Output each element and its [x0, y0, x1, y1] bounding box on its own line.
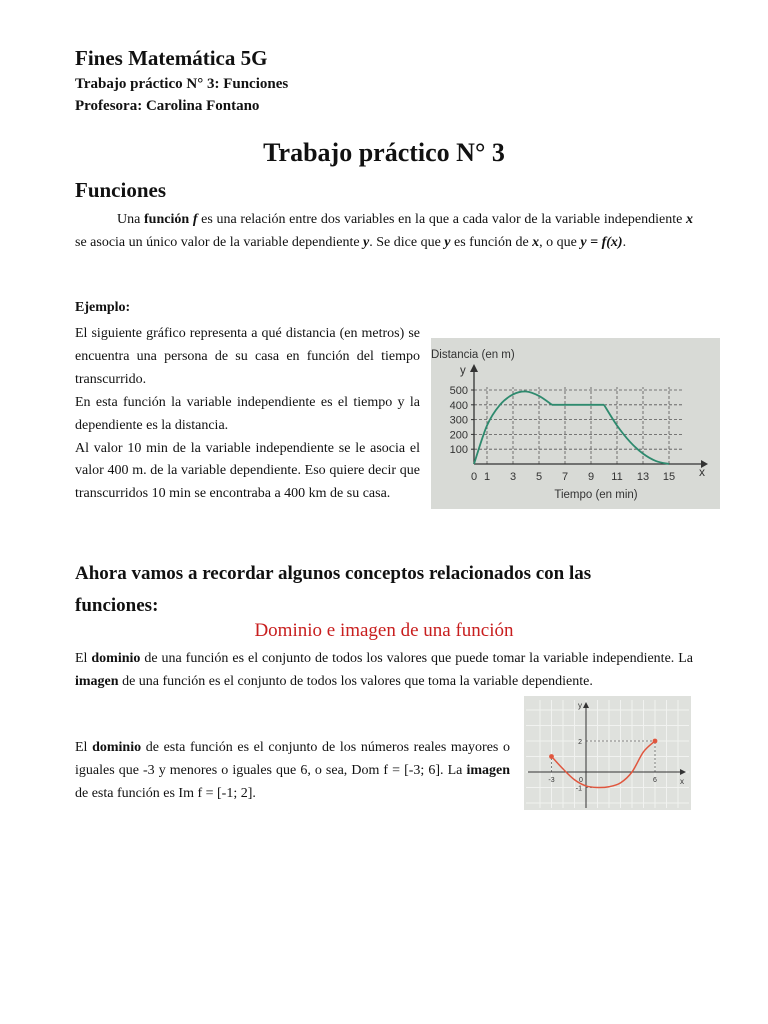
x-tick-label: 15 [662, 471, 676, 483]
example-paragraph-2: En esta función la variable independiente es el tiempo y la dependiente es la distancia. [75, 394, 420, 433]
function-curve [552, 741, 656, 788]
y-axis-label: Distancia (en m) [431, 349, 515, 361]
y-tick-label: 200 [449, 429, 468, 442]
intro-text: es función de [450, 234, 533, 250]
y-axis-arrow [583, 702, 589, 708]
curve-start-point [549, 754, 554, 759]
intro-symbol-x: x [532, 234, 540, 250]
domain-image-chart-svg [524, 696, 691, 810]
intro-symbol-f: f [192, 212, 198, 227]
x-tick-label: 7 [561, 471, 569, 483]
y-tick-label: 2 [578, 739, 582, 746]
domain-definition [75, 648, 693, 694]
y-tick-label: 400 [449, 399, 468, 412]
domain-def-text: El [75, 651, 92, 666]
domain-term: dominio [91, 651, 141, 666]
x-tick-label: 1 [483, 471, 491, 483]
intro-symbol-y: y [363, 234, 370, 250]
example-text [75, 323, 420, 506]
x-tick-label: -3 [548, 777, 555, 784]
domain-def-text: de una función es el conjunto de todos los valores que puede tomar la variable independiente. La [140, 651, 693, 666]
x-tick-label: 0 [470, 471, 478, 483]
section-heading: Funciones [75, 178, 167, 202]
assignment-subtitle: Trabajo práctico N° 3: Funciones [75, 76, 289, 92]
y-tick-label: 500 [449, 385, 468, 397]
image-term: imagen [75, 673, 119, 689]
intro-text: . [622, 234, 627, 250]
course-title: Fines Matemática 5G [75, 46, 268, 70]
domain-image-heading: Dominio e imagen de una función [254, 620, 514, 641]
intro-symbol-y: y [444, 234, 451, 250]
intro-text: . Se dice que [369, 234, 445, 250]
domain-term: dominio [92, 740, 142, 755]
y-tick-label: 100 [449, 444, 468, 457]
distance-time-chart [431, 338, 720, 509]
x-tick-label: 11 [611, 471, 623, 483]
x-axis-letter: x [680, 777, 684, 786]
example-paragraph-3: Al valor 10 min de la variable independiente se le asocia el valor 400 m. de la variable dependiente. Eso quiere decir que transcurridos 10 min se encontraba a 400 km de su casa. [75, 440, 420, 502]
distance-time-chart-svg [431, 338, 720, 509]
intro-text: Una [117, 212, 145, 227]
example-label: Ejemplo: [75, 300, 131, 315]
domain-def-text: de una función es el conjunto de todos los valores que toma la variable dependiente. [118, 673, 593, 689]
x-axis-letter: x [699, 465, 705, 479]
intro-text: , o que [539, 234, 581, 250]
intro-formula: y = f(x) [580, 234, 623, 250]
x-axis-arrow [680, 769, 686, 775]
intro-term-function: función [144, 212, 193, 227]
image-term: imagen [466, 763, 510, 778]
domain-example-text: El [75, 740, 93, 755]
teacher-name: Profesora: Carolina Fontano [75, 98, 260, 114]
x-tick-label: 9 [587, 471, 595, 483]
recall-heading: Ahora vamos a recordar algunos conceptos relacionados con las funciones: [75, 563, 592, 616]
x-tick-label: 6 [653, 777, 657, 784]
y-axis-letter: y [578, 701, 582, 710]
curve-end-point [653, 739, 658, 744]
x-tick-label: 13 [636, 471, 650, 483]
domain-image-chart [524, 696, 691, 810]
y-axis-arrow [470, 364, 478, 372]
intro-paragraph [75, 209, 693, 255]
domain-example [75, 736, 510, 805]
intro-text: se asocia un único valor de la variable dependiente [75, 234, 364, 250]
y-tick-label: 300 [449, 414, 468, 427]
x-axis-label: Tiempo (en min) [554, 489, 638, 501]
intro-text: es una relación entre dos variables en la que a cada valor de la variable independiente [197, 212, 687, 227]
y-tick-label: -1 [575, 785, 582, 793]
example-paragraph-1: El siguiente gráfico representa a qué distancia (en metros) se encuentra una persona de su casa en función del tiempo transcurrido. [75, 326, 420, 387]
x-tick-label: 5 [535, 471, 543, 483]
y-axis-letter: y [460, 365, 466, 377]
x-tick-label: 3 [509, 471, 517, 483]
page-title: Trabajo práctico N° 3 [263, 138, 505, 167]
domain-example-text: de esta función es Im f = [-1; 2]. [75, 786, 256, 801]
x-tick-label: 0 [579, 777, 583, 784]
domain-example-text: de esta función es el conjunto de los números reales mayores o iguales que -3 y menores o iguales que 6, o sea, Dom f = [-3; 6]. La [75, 740, 510, 778]
intro-symbol-x: x [686, 212, 694, 227]
